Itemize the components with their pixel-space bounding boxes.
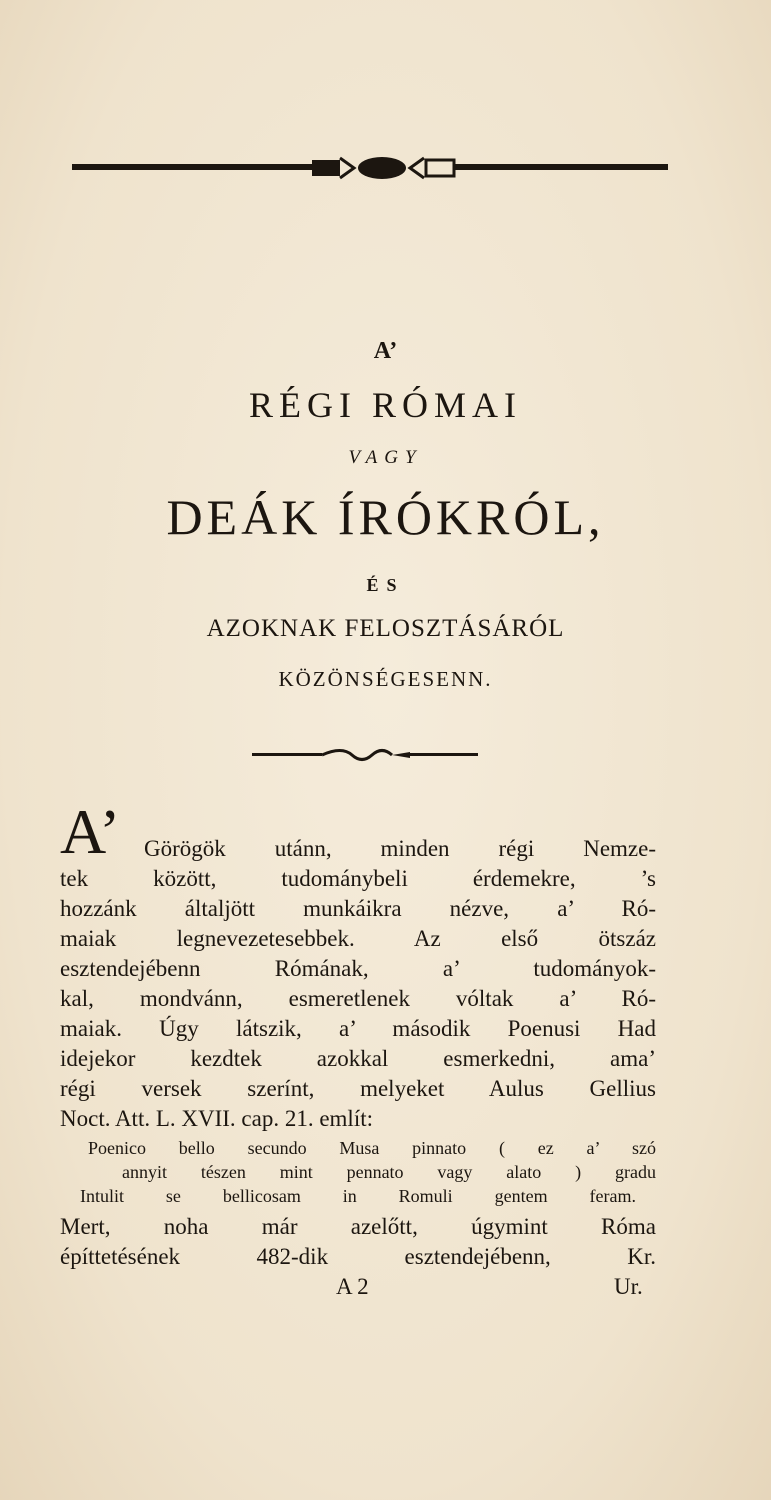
text-line: idejekor kezdtek azokkal esmerkedni, ama’: [60, 1046, 656, 1071]
latin-quote-line: Intulit se bellicosam in Romuli gentem feram.: [80, 1186, 636, 1206]
text-line: kal, mondvánn, esmeretlenek vóltak a’ Ró-: [60, 986, 656, 1011]
title-vagy: VAGY: [348, 447, 423, 468]
latin-quote-line: annyit tészen mint pennato vagy alato ) gradu: [122, 1162, 656, 1182]
top-ornament-rule: [72, 150, 668, 186]
title-azoknak: AZOKNAK FELOSZTÁSÁRÓL: [206, 615, 565, 642]
text-line: tek között, tudománybeli érdemekre, ’s: [60, 866, 656, 891]
catchword: Ur.: [614, 1274, 643, 1299]
text-line: régi versek szerínt, melyeket Aulus Gellius: [60, 1076, 656, 1101]
drop-capital: A’: [60, 796, 121, 867]
title-kozonsegesenn: KÖZÖNSÉGESENN.: [278, 667, 493, 691]
title-deak-irokrol: DEÁK ÍRÓKRÓL,: [166, 489, 605, 545]
text-line: építtetésének 482-dik esztendejébenn, Kr.: [60, 1244, 656, 1269]
title-article: A’: [373, 338, 398, 364]
text-line: maiak. Úgy látszik, a’ második Poenusi Had: [60, 1016, 656, 1041]
middle-ornament-rule: [252, 744, 478, 766]
text-line: maiak legnevezetesebbek. Az első ötszáz: [60, 926, 656, 951]
title-es: ÉS: [366, 575, 405, 595]
text-line: Mert, noha már azelőtt, úgymint Róma: [60, 1214, 656, 1239]
latin-quote-line: Poenico bello secundo Musa pinnato ( ez a’ szó: [88, 1138, 656, 1158]
text-line: hozzánk általjött munkáikra nézve, a’ Ró-: [60, 896, 656, 921]
text-line: Görögök utánn, minden régi Nemze-: [144, 836, 656, 861]
text-line: Noct. Att. L. XVII. cap. 21. említ:: [60, 1106, 373, 1131]
title-regi-romai: RÉGI RÓMAI: [249, 385, 522, 425]
text-line: esztendejébenn Rómának, a’ tudományok-: [60, 956, 656, 981]
signature-mark: A 2: [336, 1274, 369, 1299]
